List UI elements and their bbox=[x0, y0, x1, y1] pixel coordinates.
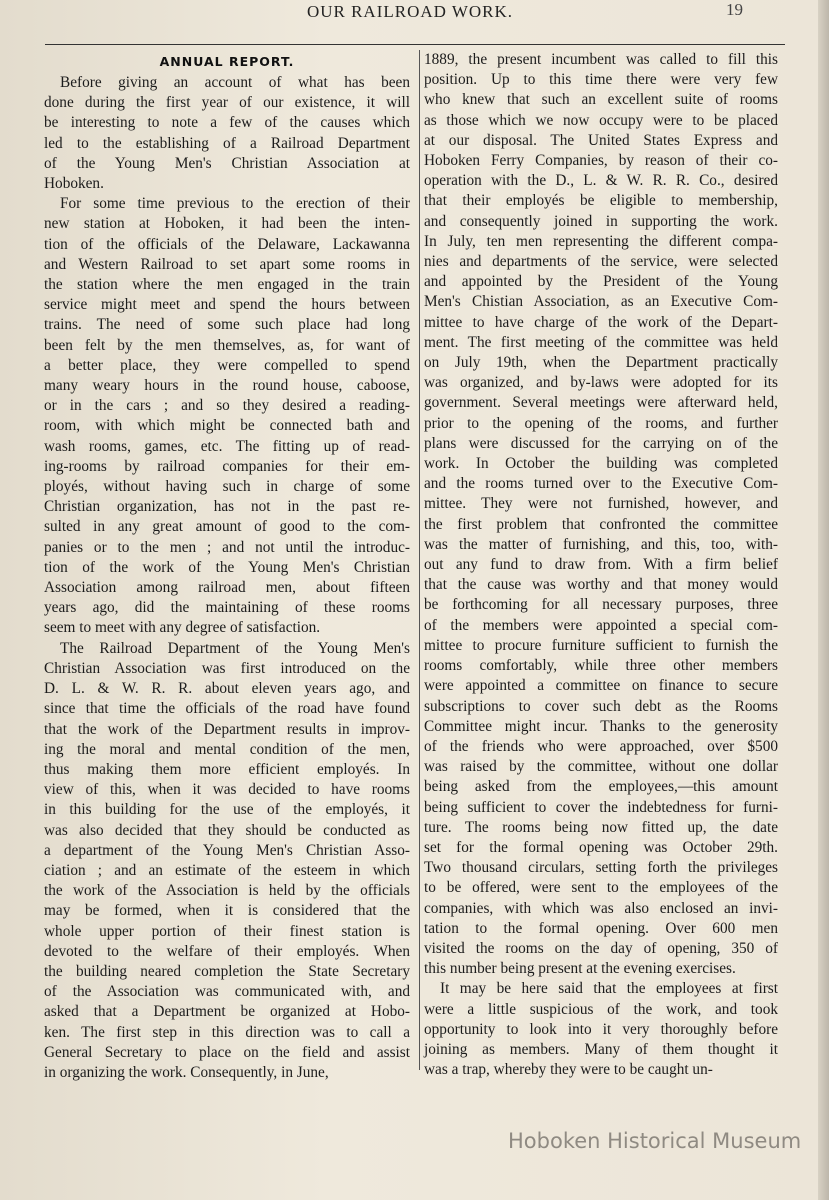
text-line: rooms comfortably, while three other members bbox=[424, 657, 778, 675]
text-line: work. In October the building was completed bbox=[424, 455, 778, 473]
text-line: whole upper portion of their finest station is bbox=[44, 922, 410, 940]
text-line: been felt by the men themselves, as, for want of bbox=[44, 336, 410, 354]
text-line: sulted in any great amount of good to the com- bbox=[44, 518, 410, 536]
text-line: mittee to have charge of the work of the Depart- bbox=[424, 313, 778, 331]
text-line: companies, with which was also enclosed an invi- bbox=[424, 899, 778, 917]
text-line: led to the establishing of a Railroad Department bbox=[44, 134, 410, 152]
text-line: was the matter of furnishing, and this, too, with- bbox=[424, 535, 778, 553]
text-line: many weary hours in the round house, caboose, bbox=[44, 377, 410, 395]
text-line: opportunity to look into it very thoroughly before bbox=[424, 1020, 778, 1038]
text-line: and appointed by the President of the Young bbox=[424, 273, 778, 291]
text-line: operation with the D., L. & W. R. R. Co., desired bbox=[424, 172, 778, 190]
column-divider bbox=[419, 50, 420, 1070]
text-line: visited the rooms on the day of opening, 350 of bbox=[424, 939, 778, 957]
text-line: ken. The first step in this direction was to call a bbox=[44, 1023, 410, 1041]
text-line: of the Association was communicated with, and bbox=[44, 983, 410, 1001]
text-line: was organized, and by-laws were adopted for its bbox=[424, 374, 778, 392]
text-line: ciation ; and an estimate of the esteem in which bbox=[44, 861, 410, 879]
text-line: in organizing the work. Consequently, in June, bbox=[44, 1063, 329, 1081]
text-line: General Secretary to place on the field and assist bbox=[44, 1043, 410, 1061]
text-line: ing the moral and mental condition of the men, bbox=[44, 740, 410, 758]
text-line: tion of the officials of the Delaware, Lackawanna bbox=[44, 235, 410, 253]
text-line: ture. The rooms being now fitted up, the date bbox=[424, 818, 778, 836]
text-line: the station where the men engaged in the train bbox=[44, 276, 410, 294]
text-line: trains. The need of some such place had long bbox=[44, 316, 410, 334]
text-line: For some time previous to the erection of their bbox=[60, 195, 410, 213]
text-line: out any fund to draw from. With a firm belief bbox=[424, 556, 778, 574]
text-line: the work of the Association is held by the officials bbox=[44, 882, 410, 900]
text-line: 1889, the present incumbent was called to fill this bbox=[424, 51, 778, 68]
text-line: ployés, without having such in charge of some bbox=[44, 478, 410, 496]
text-line: Men's Chistian Association, as an Executive Com- bbox=[424, 293, 778, 311]
text-line: panies or to the men ; and not until the introduc- bbox=[44, 538, 410, 556]
text-line: It may be here said that the employees at first bbox=[440, 980, 778, 998]
text-line: of the Young Men's Christian Association at bbox=[44, 154, 410, 172]
text-line: Association among railroad men, about fifteen bbox=[44, 579, 410, 597]
text-line: being asked from the employees,—this amount bbox=[424, 778, 778, 796]
text-line: ment. The first meeting of the committee was held bbox=[424, 333, 778, 351]
text-line: tation to the formal opening. Over 600 men bbox=[424, 919, 778, 937]
text-line: be interesting to note a few of the causes which bbox=[44, 114, 410, 132]
text-line: of the friends who were approached, over $500 bbox=[424, 737, 778, 755]
text-line: position. Up to this time there were very few bbox=[424, 71, 778, 89]
text-line: wash rooms, games, etc. The fitting up of read- bbox=[44, 437, 410, 455]
text-line: nies and departments of the service, were selected bbox=[424, 253, 778, 271]
text-line: prior to the opening of the rooms, and further bbox=[424, 414, 778, 432]
text-line: the building neared completion the State Secretary bbox=[44, 962, 410, 980]
header-rule bbox=[45, 44, 785, 45]
text-line: devoted to the welfare of their employés. When bbox=[44, 942, 410, 960]
watermark-text: Hoboken Historical Museum bbox=[508, 1129, 802, 1153]
text-line: or in the cars ; and so they desired a reading- bbox=[44, 397, 410, 415]
text-line: years ago, did the maintaining of these rooms bbox=[44, 599, 410, 617]
text-line: and Western Railroad to set apart some rooms in bbox=[44, 255, 410, 273]
text-line: Christian Association was first introduced on the bbox=[44, 659, 410, 677]
text-line: being sufficient to cover the indebtedness for furni- bbox=[424, 798, 778, 816]
text-line: mittee to procure furniture sufficient to furnish the bbox=[424, 636, 778, 654]
text-line: The Railroad Department of the Young Men's bbox=[60, 639, 410, 657]
text-line: D. L. & W. R. R. about eleven years ago, and bbox=[44, 680, 410, 698]
text-line: ing-rooms by railroad companies for their em- bbox=[44, 457, 410, 475]
text-line: be forthcoming for all necessary purposes, three bbox=[424, 596, 778, 614]
text-line: and the rooms turned over to the Executive Com- bbox=[424, 475, 778, 493]
text-line: in this building for the use of the employés, it bbox=[44, 801, 410, 819]
text-line: view of this, when it was decided to have rooms bbox=[44, 781, 410, 799]
text-line: a department of the Young Men's Christian Asso- bbox=[44, 841, 410, 859]
text-line: In July, ten men representing the different compa- bbox=[424, 232, 778, 250]
text-line: tion of the work of the Young Men's Christian bbox=[44, 558, 410, 576]
text-line: room, with which might be connected bath and bbox=[44, 417, 410, 435]
text-line: Hoboken. bbox=[44, 175, 104, 193]
text-line: was a trap, whereby they were to be caught un- bbox=[424, 1061, 713, 1079]
text-line: mittee. They were not furnished, however, and bbox=[424, 495, 778, 513]
text-line: this number being present at the evening exercises. bbox=[424, 960, 736, 978]
text-line: to be offered, were sent to the employees of the bbox=[424, 879, 778, 897]
text-line: that their employés be eligible to membership, bbox=[424, 192, 778, 210]
text-line: the first problem that confronted the committee bbox=[424, 515, 778, 533]
text-line: that the cause was worthy and that money would bbox=[424, 576, 778, 594]
text-line: new station at Hoboken, it had been the inten- bbox=[44, 215, 410, 233]
text-line: of the members were appointed a special com- bbox=[424, 616, 778, 634]
text-line: may be formed, when it is considered that the bbox=[44, 902, 410, 920]
text-line: and consequently joined in supporting the work. bbox=[424, 212, 778, 230]
text-line: seem to meet with any degree of satisfaction. bbox=[44, 619, 321, 637]
text-line: Hoboken Ferry Companies, by reason of their co- bbox=[424, 152, 778, 170]
right-column bbox=[424, 50, 778, 1080]
text-line: service might meet and spend the hours between bbox=[44, 296, 410, 314]
text-line: asked that a Department be organized at Hobo- bbox=[44, 1003, 410, 1021]
text-line: was raised by the committee, without one dollar bbox=[424, 758, 778, 776]
article-heading: ANNUAL REPORT. bbox=[159, 54, 295, 69]
text-line: were appointed a committee on finance to secure bbox=[424, 677, 778, 695]
page-number: 19 bbox=[726, 0, 743, 19]
text-line: was also decided that they should be conducted as bbox=[44, 821, 410, 839]
text-line: plans were discussed for the carrying on of the bbox=[424, 434, 778, 452]
text-line: at our disposal. The United States Express and bbox=[424, 131, 778, 149]
running-title: OUR RAILROAD WORK. bbox=[306, 2, 514, 21]
text-line: who knew that such an excellent suite of rooms bbox=[424, 91, 778, 109]
text-line: joining as members. Many of them thought it bbox=[424, 1040, 778, 1058]
text-line: Committee might incur. Thanks to the generosity bbox=[424, 717, 778, 735]
text-line: Two thousand circulars, setting forth the privileges bbox=[424, 859, 778, 877]
text-line: a better place, they were compelled to spend bbox=[44, 356, 410, 374]
text-line: done during the first year of our existence, it will bbox=[44, 94, 410, 112]
text-line: on July 19th, when the Department practically bbox=[424, 354, 778, 372]
text-line: subscriptions to cover such debt as the Rooms bbox=[424, 697, 778, 715]
text-line: as those which we now occupy were to be placed bbox=[424, 111, 778, 129]
left-column bbox=[44, 50, 410, 1083]
text-line: Before giving an account of what has been bbox=[60, 74, 410, 91]
text-line: that the work of the Department results in improv- bbox=[44, 720, 410, 738]
text-line: government. Several meetings were afterward held, bbox=[424, 394, 778, 412]
text-line: thus making them more efficient employés. In bbox=[44, 760, 410, 778]
text-line: Christian organization, has not in the past re- bbox=[44, 498, 410, 516]
text-line: since that time the officials of the road have found bbox=[44, 700, 410, 718]
page-edge bbox=[818, 0, 829, 1200]
text-line: set for the formal opening was October 29th. bbox=[424, 838, 778, 856]
text-line: were a little suspicious of the work, and took bbox=[424, 1000, 778, 1018]
